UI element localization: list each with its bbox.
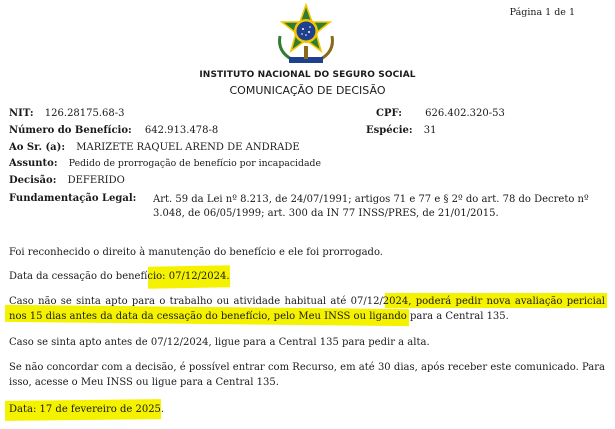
new-evaluation-highlight: poderá pedir nova avaliação pericial nos 15 dias antes da data da cessação do benefício, pelo Meu INSS ou ligando para a Central 135. — [9, 296, 605, 322]
cpf-label: CPF: — [376, 108, 402, 119]
paragraph-appeal: Se não concordar com a decisão, é possível entrar com Recurso, em até 30 dias, após receber este comunicado. Para isso, acesse o Meu INSS ou ligue para a Central 135. — [9, 362, 605, 388]
brazil-coat-of-arms-icon — [273, 2, 339, 66]
addressee-value: MARIZETE RAQUEL AREND DE ANDRADE — [76, 142, 300, 153]
document-title: COMUNICAÇÃO DE DECISÃO — [229, 84, 386, 97]
benefit-number-value: 642.913.478-8 — [144, 125, 219, 136]
nit-value: 126.28175.68-3 — [44, 108, 125, 119]
addressee-label: Ao Sr. (a): — [9, 142, 66, 153]
subject-field — [9, 158, 321, 169]
paragraph-cessation-date — [9, 270, 605, 285]
legal-basis-value: Art. 59 da Lei nº 8.213, de 24/07/1991; artigos 71 e 77 e § 2º do art. 78 do Decreto nº 3.048, de 06/05/1999; art. 300 da IN 77 INSS/PRES, de 21/01/2015. — [153, 194, 589, 219]
new-evaluation-text: Caso não se sinta apto para o trabalho ou atividade habitual até 07/12/2024, — [9, 296, 416, 307]
species-label: Espécie: — [366, 125, 413, 136]
decision-field — [9, 175, 125, 186]
species-value: 31 — [423, 125, 437, 136]
species-field — [366, 125, 436, 136]
page-number: Página 1 de 1 — [509, 7, 575, 18]
decision-value: DEFERIDO — [67, 175, 125, 186]
benefit-number-field — [9, 125, 218, 136]
cessation-date-label: Data da cessação do benefício: — [9, 271, 169, 282]
subject-label: Assunto: — [9, 158, 58, 169]
paragraph-fit-before: Caso se sinta apto antes de 07/12/2024, ligue para a Central 135 para pedir a alta. — [9, 337, 430, 348]
cpf-field — [376, 108, 505, 119]
benefit-number-label: Número do Benefício: — [9, 125, 132, 136]
cessation-date-value: 07/12/2024. — [168, 271, 230, 282]
paragraph-new-evaluation — [9, 295, 605, 324]
document-date: Data: 17 de fevereiro de 2025. — [9, 404, 165, 415]
decision-label: Decisão: — [9, 175, 57, 186]
nit-label: NIT: — [9, 108, 34, 119]
paragraph-benefit-maintained: Foi reconhecido o direito à manutenção do benefício e ele foi prorrogado. — [9, 247, 383, 258]
cpf-value: 626.402.320-53 — [425, 108, 505, 119]
organization-name: INSTITUTO NACIONAL DO SEGURO SOCIAL — [199, 70, 416, 80]
addressee-field — [9, 142, 300, 153]
nit-field — [9, 108, 125, 119]
subject-value: Pedido de prorrogação de benefício por incapacidade — [68, 158, 321, 169]
legal-basis-label: Fundamentação Legal: — [9, 193, 137, 204]
legal-basis-field — [9, 193, 136, 204]
